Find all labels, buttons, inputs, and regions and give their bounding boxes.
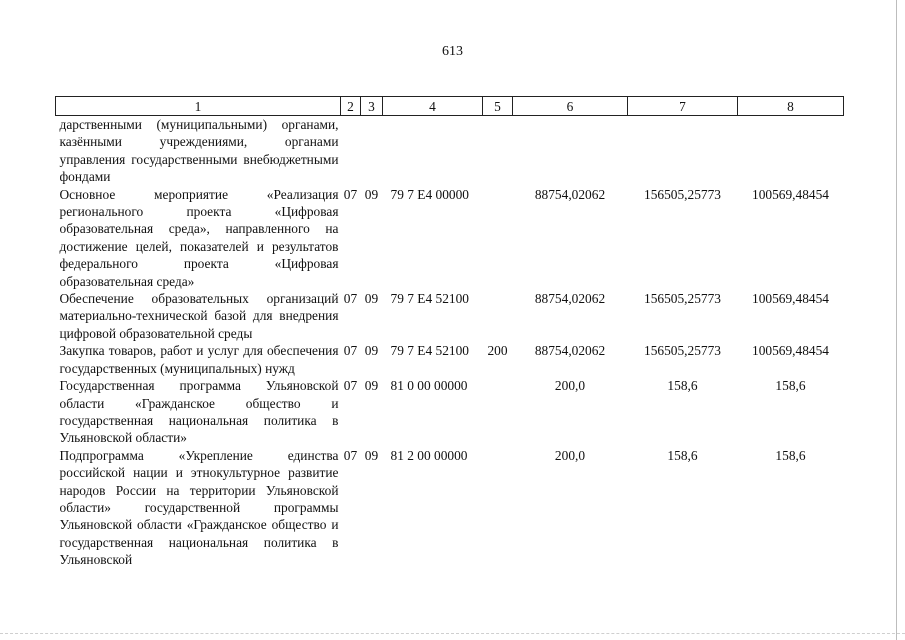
- page-bottom-edge: [0, 633, 905, 634]
- header-col-2: 2: [341, 97, 361, 116]
- row-expense-type: [483, 116, 513, 186]
- table-row: [56, 290, 844, 342]
- page-right-edge: [896, 0, 897, 640]
- header-col-3: 3: [361, 97, 383, 116]
- header-col-4: 4: [383, 97, 483, 116]
- header-col-8: 8: [738, 97, 844, 116]
- table-row: [56, 342, 844, 377]
- table-row: [56, 447, 844, 569]
- row-name: дарственными (муниципальными) органами, казёнными учреждениями, органами управления государственными внебюджетными фондами: [59, 117, 339, 185]
- row-section: 07: [343, 378, 358, 394]
- row-expense-type: [483, 290, 513, 342]
- header-col-1: 1: [56, 97, 341, 116]
- row-subsection: 09: [364, 186, 379, 202]
- row-target-code: 79 7 Е4 00000: [390, 186, 469, 202]
- row-name: Обеспечение образовательных организаций материально-технической базой для внедрения цифровой образовательной среды: [59, 291, 339, 341]
- row-value-6: 88754,02062: [534, 343, 606, 359]
- page-number: 613: [442, 44, 463, 59]
- budget-table: [55, 96, 844, 569]
- row-section: 07: [343, 343, 358, 359]
- row-value-6: [513, 116, 628, 186]
- header-col-5: 5: [483, 97, 513, 116]
- row-subsection: 09: [364, 447, 379, 463]
- row-subsection: 09: [364, 343, 379, 359]
- row-value-6: 200,0: [554, 447, 586, 463]
- row-value-8: 100569,48454: [752, 186, 829, 202]
- header-col-7: 7: [628, 97, 738, 116]
- row-value-7: 156505,25773: [644, 186, 721, 202]
- row-value-8: 158,6: [775, 378, 806, 394]
- row-value-6: 88754,02062: [534, 186, 606, 202]
- row-subsection: 09: [364, 291, 379, 307]
- row-subsection: 09: [364, 378, 379, 394]
- row-expense-type: 200: [487, 343, 508, 359]
- row-target-code: 81 2 00 00000: [390, 447, 468, 463]
- row-target-code: [383, 116, 483, 186]
- row-name: Государственная программа Ульяновской области «Гражданское общество и государственная национальная политика в Ульяновской области»: [59, 378, 339, 446]
- table-row: [56, 116, 844, 186]
- row-value-7: 156505,25773: [644, 291, 721, 307]
- row-value-8: 158,6: [775, 447, 806, 463]
- row-target-code: 79 7 Е4 52100: [390, 291, 469, 307]
- row-name: Закупка товаров, работ и услуг для обеспечения государственных (муниципальных) нужд: [59, 343, 339, 376]
- row-value-8: [738, 116, 844, 186]
- header-row: [56, 97, 844, 116]
- row-name: Основное мероприятие «Реализация регионального проекта «Цифровая образовательная среда», направленного на достижение целей, показателей и результатов федерального проекта «Цифровая образовательная среда»: [59, 186, 339, 289]
- row-value-6: 200,0: [554, 378, 586, 394]
- row-target-code: 81 0 00 00000: [390, 378, 468, 394]
- row-section: 07: [343, 447, 358, 463]
- row-subsection: [361, 116, 383, 186]
- row-value-6: 88754,02062: [534, 291, 606, 307]
- row-value-8: 100569,48454: [752, 291, 829, 307]
- row-value-7: 158,6: [667, 447, 698, 463]
- row-target-code: 79 7 Е4 52100: [390, 343, 469, 359]
- table-row: [56, 186, 844, 290]
- row-expense-type: [483, 186, 513, 290]
- row-section: 07: [343, 291, 358, 307]
- row-value-7: 158,6: [667, 378, 698, 394]
- row-name: Подпрограмма «Укрепление единства российской нации и этнокультурное развитие народов России на территории Ульяновской области» государственной программы Ульяновской области «Гражданское общество и государственная национальная политика в Ульяновской: [59, 447, 339, 568]
- row-value-8: 100569,48454: [752, 343, 829, 359]
- row-section: [341, 116, 361, 186]
- table-row: [56, 377, 844, 447]
- row-expense-type: [483, 447, 513, 569]
- row-value-7: [628, 116, 738, 186]
- row-section: 07: [343, 186, 358, 202]
- row-value-7: 156505,25773: [644, 343, 721, 359]
- row-expense-type: [483, 377, 513, 447]
- header-col-6: 6: [513, 97, 628, 116]
